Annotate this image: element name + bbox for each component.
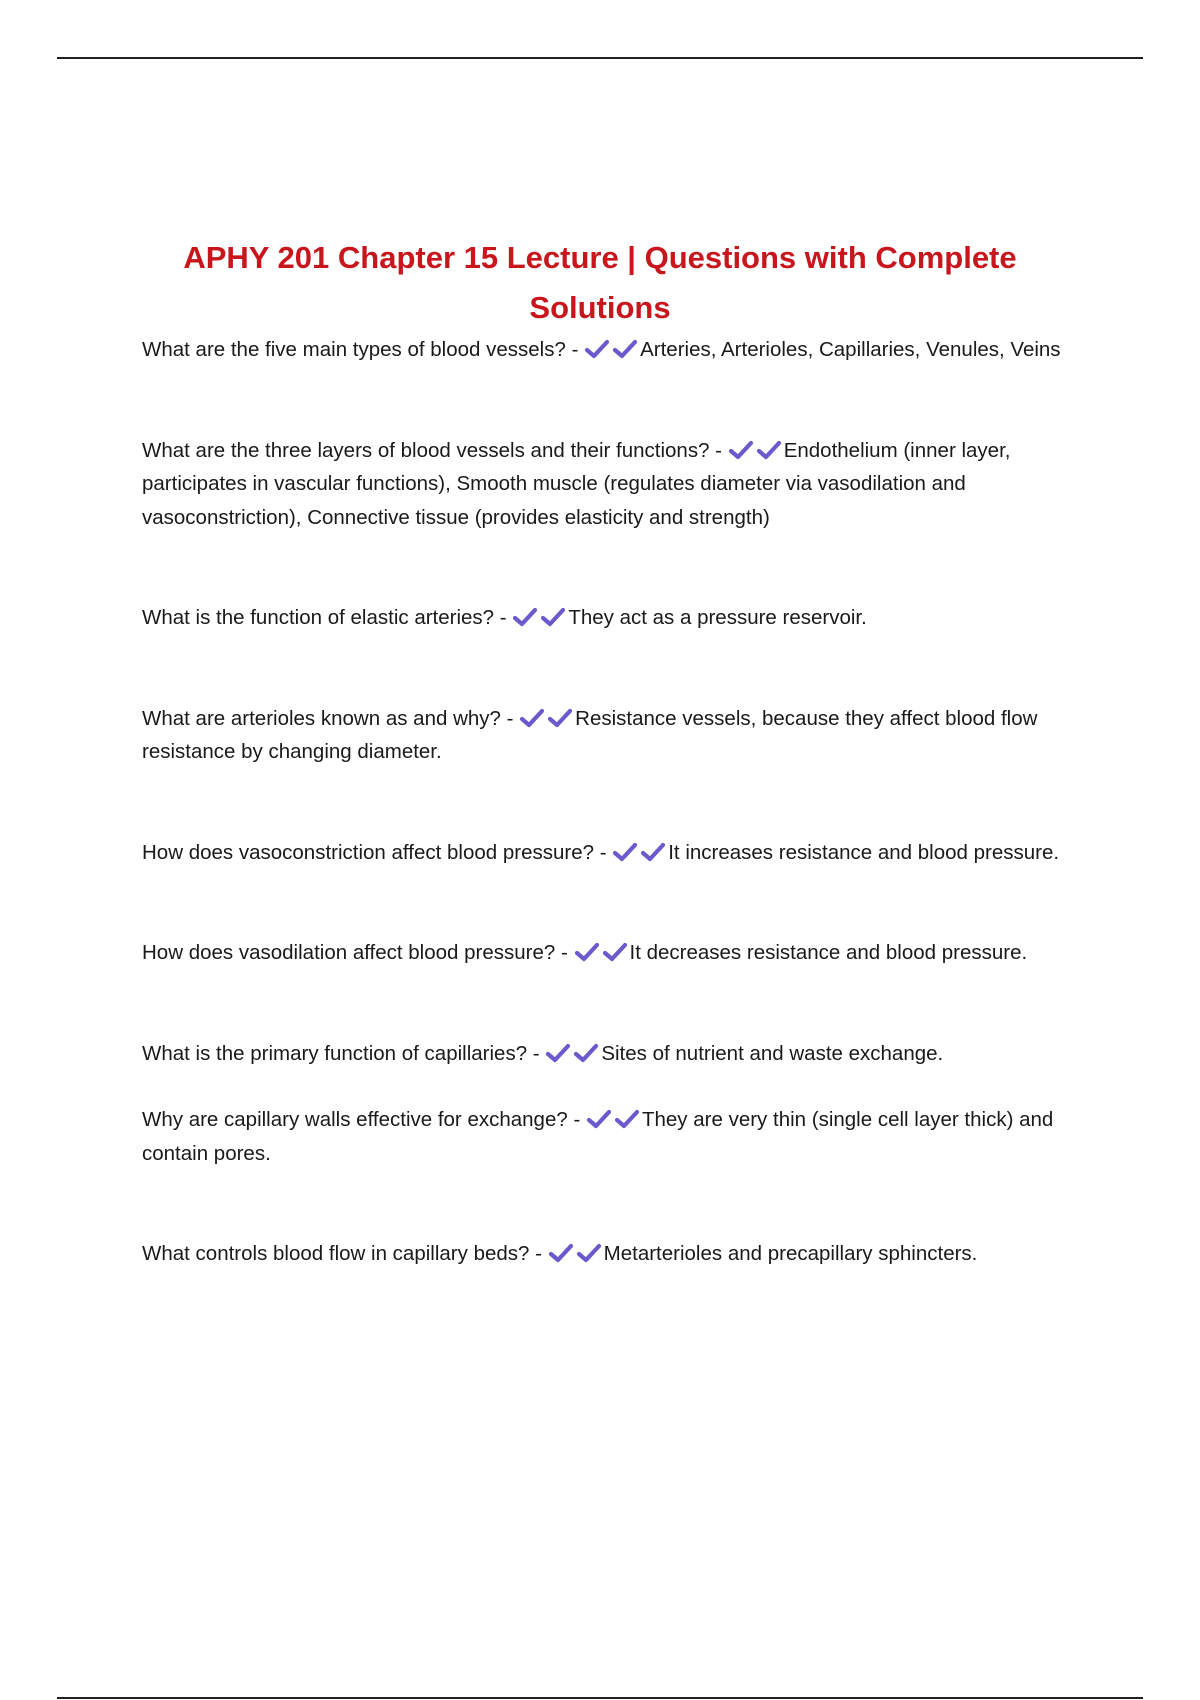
question-text: What controls blood flow in capillary beds?	[142, 1242, 530, 1265]
answer-text: Sites of nutrient and waste exchange.	[601, 1041, 944, 1065]
checkmark-icon	[573, 1043, 599, 1063]
question-text: How does vasodilation affect blood pressure?	[142, 941, 556, 964]
qa-item	[142, 702, 1067, 769]
question-text: How does vasoconstriction affect blood pressure?	[142, 840, 595, 864]
qa-item	[142, 434, 1067, 535]
document-title: APHY 201 Chapter 15 Lecture | Questions with Complete Solutions	[183, 239, 1017, 325]
checkmark-icon	[728, 440, 754, 460]
checkmark-icon	[602, 942, 628, 962]
question-text: What is the function of elastic arteries?	[142, 606, 495, 629]
checkmark-icon	[612, 842, 638, 862]
checkmark-icon	[576, 1243, 602, 1263]
answer-text: They are very thin (single cell layer thick) and contain pores.	[142, 1108, 1054, 1165]
qa-item	[142, 936, 1067, 970]
checkmark-icon	[547, 708, 573, 728]
answer-text: Arteries, Arterioles, Capillaries, Venules, Veins	[640, 338, 1061, 361]
question-separator: -	[565, 338, 585, 361]
question-separator: -	[500, 706, 520, 730]
checkmark-icon	[574, 942, 600, 962]
qa-item	[142, 333, 1067, 367]
question-separator: -	[529, 1242, 548, 1265]
checkmark-icon	[586, 1109, 612, 1129]
checkmark-icon	[548, 1243, 574, 1263]
checkmark-icon	[545, 1043, 571, 1063]
answer-text: Metarterioles and precapillary sphincters.	[603, 1242, 978, 1265]
question-text: What are arterioles known as and why?	[142, 706, 501, 730]
question-text: Why are capillary walls effective for exchange?	[142, 1108, 568, 1131]
qa-item	[142, 1037, 1067, 1071]
question-text: What are the three layers of blood vessels and their functions?	[142, 438, 710, 462]
checkmark-icon	[584, 339, 610, 359]
checkmark-icon	[614, 1109, 640, 1129]
footer-rule	[57, 1697, 1143, 1699]
checkmark-icon	[612, 339, 638, 359]
question-separator: -	[709, 438, 728, 462]
answer-text: Endothelium (inner layer, participates in vascular functions), Smooth muscle (regulates diameter via vasodilation and vasoconstriction), Connective tissue (provides elasticity and strength)	[142, 438, 1011, 529]
question-separator: -	[527, 1041, 546, 1065]
checkmark-icon	[756, 440, 782, 460]
question-text: What are the five main types of blood vessels?	[142, 338, 566, 361]
qa-item	[142, 836, 1067, 870]
header-rule	[57, 57, 1143, 59]
question-separator: -	[594, 840, 613, 864]
qa-item	[142, 1103, 1067, 1170]
answer-text: It increases resistance and blood pressure.	[668, 840, 1060, 864]
checkmark-icon	[512, 607, 538, 627]
qa-list	[142, 333, 1067, 1271]
answer-text: It decreases resistance and blood pressure.	[629, 941, 1028, 964]
checkmark-icon	[519, 708, 545, 728]
answer-text: They act as a pressure reservoir.	[568, 606, 867, 629]
question-separator: -	[567, 1108, 586, 1131]
answer-text: Resistance vessels, because they affect blood flow resistance by changing diameter.	[142, 706, 1038, 763]
question-separator: -	[555, 941, 574, 964]
question-text: What is the primary function of capillaries?	[142, 1041, 528, 1065]
qa-item	[142, 601, 1067, 635]
question-separator: -	[494, 606, 513, 629]
checkmark-icon	[540, 607, 566, 627]
qa-item	[142, 1237, 1067, 1271]
checkmark-icon	[640, 842, 666, 862]
